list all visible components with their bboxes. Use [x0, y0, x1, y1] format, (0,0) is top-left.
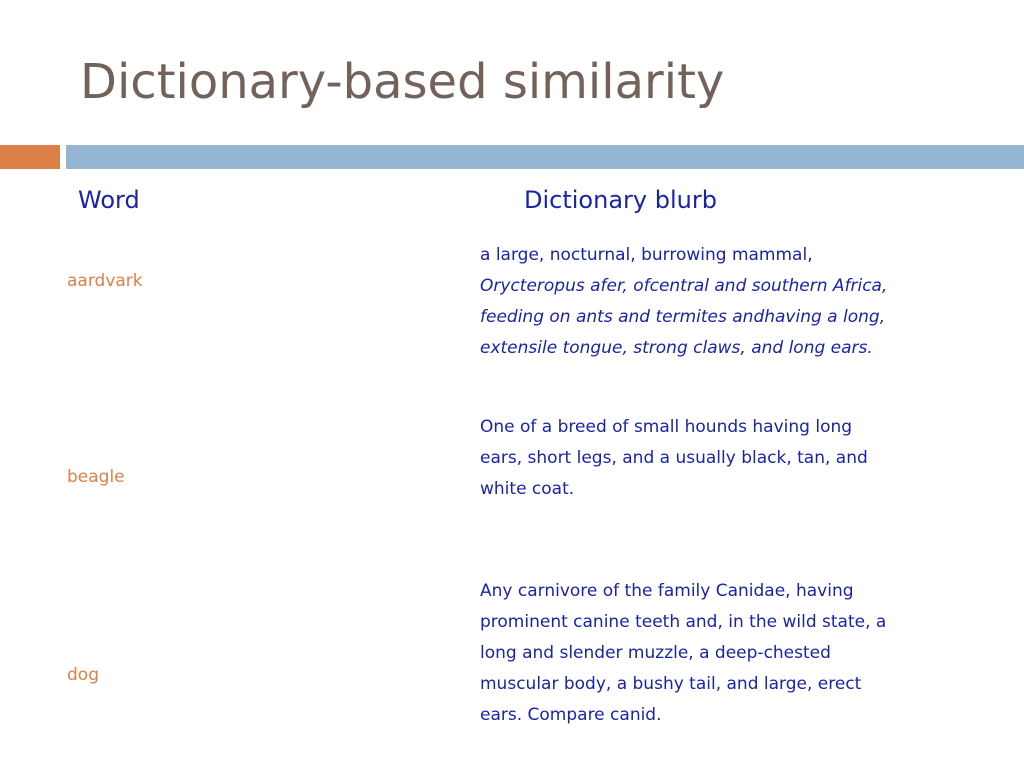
blurb-line: ears, short legs, and a usually black, tan, and	[480, 448, 868, 468]
blurb-line: long and slender muzzle, a deep-chested	[480, 643, 831, 663]
blurb-line: prominent canine teeth and, in the wild state, a	[480, 612, 887, 632]
blurb-line: a large, nocturnal, burrowing mammal,	[480, 245, 813, 265]
blurb-line: Orycteropus afer, ofcentral and southern Africa,	[480, 276, 888, 296]
blurb-line: One of a breed of small hounds having long	[480, 417, 853, 437]
slide-title: Dictionary-based similarity	[80, 54, 725, 110]
word-aardvark: aardvark	[67, 271, 143, 291]
blurb-line: extensile tongue, strong claws, and long ears.	[480, 338, 873, 358]
word-dog: dog	[67, 665, 99, 685]
blurb-line: ears. Compare canid.	[480, 705, 662, 725]
accent-bar-orange	[0, 145, 60, 169]
blurb-line: muscular body, a bushy tail, and large, erect	[480, 674, 862, 694]
blurb-line: white coat.	[480, 479, 575, 499]
accent-bar-blue	[66, 145, 1024, 169]
blurb-dog	[480, 576, 1000, 731]
blurb-aardvark	[480, 240, 1000, 364]
blurb-line: feeding on ants and termites andhaving a long,	[480, 307, 886, 327]
word-beagle: beagle	[67, 467, 125, 487]
blurb-beagle	[480, 412, 1000, 505]
column-header-word: Word	[78, 186, 140, 214]
blurb-line: Any carnivore of the family Canidae, having	[480, 581, 854, 601]
column-header-blurb: Dictionary blurb	[524, 186, 717, 214]
